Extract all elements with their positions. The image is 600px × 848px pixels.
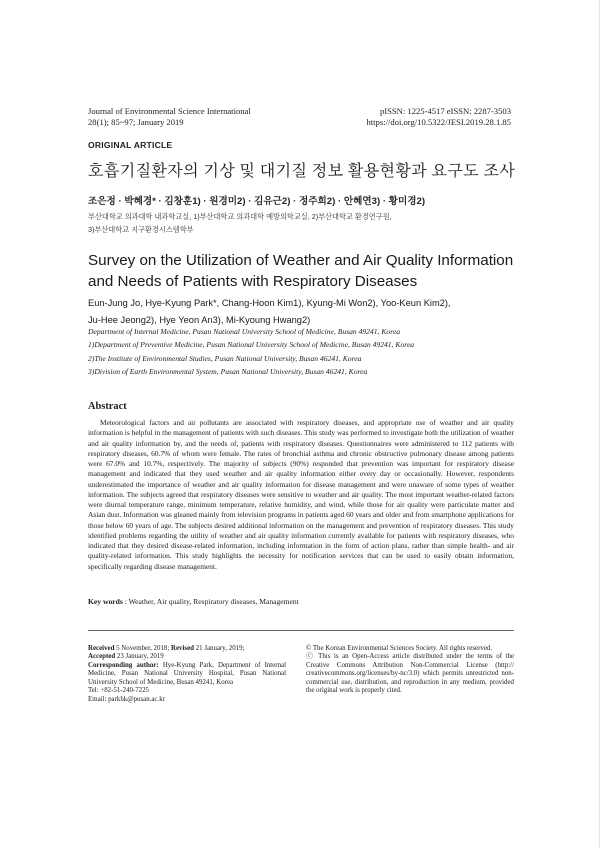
english-authors — [88, 295, 528, 329]
korean-authors: 조은정 · 박혜경* · 김창훈1) · 원경미2) · 김유근2) · 정주희2) · 안혜연3) · 황미경2) — [88, 196, 426, 207]
author-line: Eun-Jung Jo, Hye-Kyung Park*, Chang-Hoon Kim1), Kyung-Mi Won2), Yoo-Keun Kim2), — [88, 298, 451, 308]
korean-affiliations — [88, 210, 518, 236]
corresponding-label: Corresponding author: — [88, 661, 159, 669]
received-label: Received — [88, 645, 115, 652]
received-date: 5 November, 2018; — [116, 645, 170, 652]
telephone: Tel: +82-51-240-7225 — [88, 687, 150, 695]
history-dates — [88, 645, 286, 653]
keywords-separator: : — [124, 597, 129, 606]
affiliation: 1)Department of Preventive Medicine, Pusan National University School of Medicine, Busan 49241, Korea — [88, 340, 415, 350]
keywords — [88, 597, 299, 606]
email[interactable]: Email: parkhk@pusan.ac.kr — [88, 695, 165, 703]
copyright-notice — [306, 645, 514, 696]
korean-affiliation-line: 부산대학교 의과대학 내과학교실, 1)부산대학교 의과대학 예방의학교실, 2)부산대학교 환경연구원, — [88, 212, 392, 221]
journal-identifiers — [366, 106, 511, 127]
affiliation: 3)Division of Earth Environmental System, Pusan National University, Busan 46241, Korea — [88, 366, 368, 376]
issn: pISSN: 1225-4517 eISSN: 2287-3503 — [379, 106, 511, 116]
english-affiliations — [88, 325, 528, 378]
affiliation: 2)The Institute of Environmental Studies, Pusan National University, Busan 46241, Korea — [88, 353, 362, 363]
accepted-line — [88, 653, 286, 661]
revised-date: 21 January, 2019; — [195, 645, 245, 652]
keywords-label: Key words — [88, 597, 123, 606]
abstract-heading: Abstract — [88, 401, 127, 412]
author-line: Ju-Hee Jeong2), Hye Yeon An3), Mi-Kyoung Hwang2) — [88, 315, 311, 325]
journal-name: Journal of Environmental Science International — [88, 106, 251, 116]
english-title: Survey on the Utilization of Weather and Air Quality Information and Needs of Patients with Respiratory Diseases — [88, 252, 514, 290]
footer-divider — [88, 630, 514, 631]
article-type: ORIGINAL ARTICLE — [88, 140, 173, 150]
volume-info: 28(1); 85~97; January 2019 — [88, 116, 184, 127]
korean-title: 호흡기질환자의 기상 및 대기질 정보 활용현황과 요구도 조사 — [88, 163, 516, 180]
copyright-line: © The Korean Environmental Sciences Society. All rights reserved. — [306, 645, 493, 652]
license-text: ⓒ This is an Open-Access article distributed under the terms of the Creative Commons Attribution Non-Commercial License (http:// creativecommons.org/licenses/by-nc/3.0) which permits unrestricted non-commercial use, distribution, and reproduction in any medium, provided the original work is properly cited. — [306, 653, 514, 695]
abstract-body: Meteorological factors and air pollutants are associated with respiratory diseases, and appropriate use of weather and air quality information is helpful in the management of patients with such diseases. This study was performed to investigate both the utilization of weather and air quality information by, and the needs of, patients with respiratory diseases. Questionnaires were administered to 112 patients with respiratory diseases, 60.7% of whom were female. The rates of bronchial asthma and chronic obstructive pulmonary disease among patients were 67.0% and 10.7%, respectively. The majority of subjects (90%) responded that prevention was important for respiratory disease management and indicated that they used weather and air quality information either every day or occasionally. However, respondents underestimated the importance of weather and air quality information for disease management and were unaware of some types of weather information. The subjects agreed that respiratory diseases were sensitive to weather and air quality. The most important weather-related factors were diurnal temperature range, minimum temperature, relative humidity, and wind, while those for air quality were particulate matter and Asian dust. Information was gleaned mainly from television programs in patients aged 60 years and older and from smartphone applications for those below 60 years of age. The subjects desired additional information on the management and prevention of respiratory diseases. This study identified problems regarding the utility of weather and air quality information currently available for patients with respiratory diseases, who indicated that they desired disease-related information, including information in the form of action plans, rather than simple health- and air quality-related information. This study highlights the necessity for notification services that can be used to easily obtain information, specifically regarding disease management. — [88, 418, 514, 571]
revised-label: Revised — [171, 645, 194, 652]
affiliation: Department of Internal Medicine, Pusan National University School of Medicine, Busan 49241, Korea — [88, 327, 401, 336]
korean-affiliation-line: 3)부산대학교 지구환경시스템학부 — [88, 225, 194, 234]
corresponding-text: Hye-Kyung Park, Department of Internal Medicine, Pusan National University Hospital, Pusan National University School of Medicine, Busan 49241, Korea — [88, 661, 286, 686]
accepted-label: Accepted — [88, 653, 116, 661]
corresponding-author — [88, 662, 286, 687]
keywords-text: Weather, Air quality, Respiratory diseases, Management — [128, 597, 299, 606]
doi-link[interactable]: https://doi.org/10.5322/JESI.2019.28.1.85 — [366, 116, 511, 127]
accepted-date: 23 January, 2019 — [116, 653, 164, 661]
journal-citation — [88, 106, 251, 127]
article-history — [88, 645, 286, 704]
